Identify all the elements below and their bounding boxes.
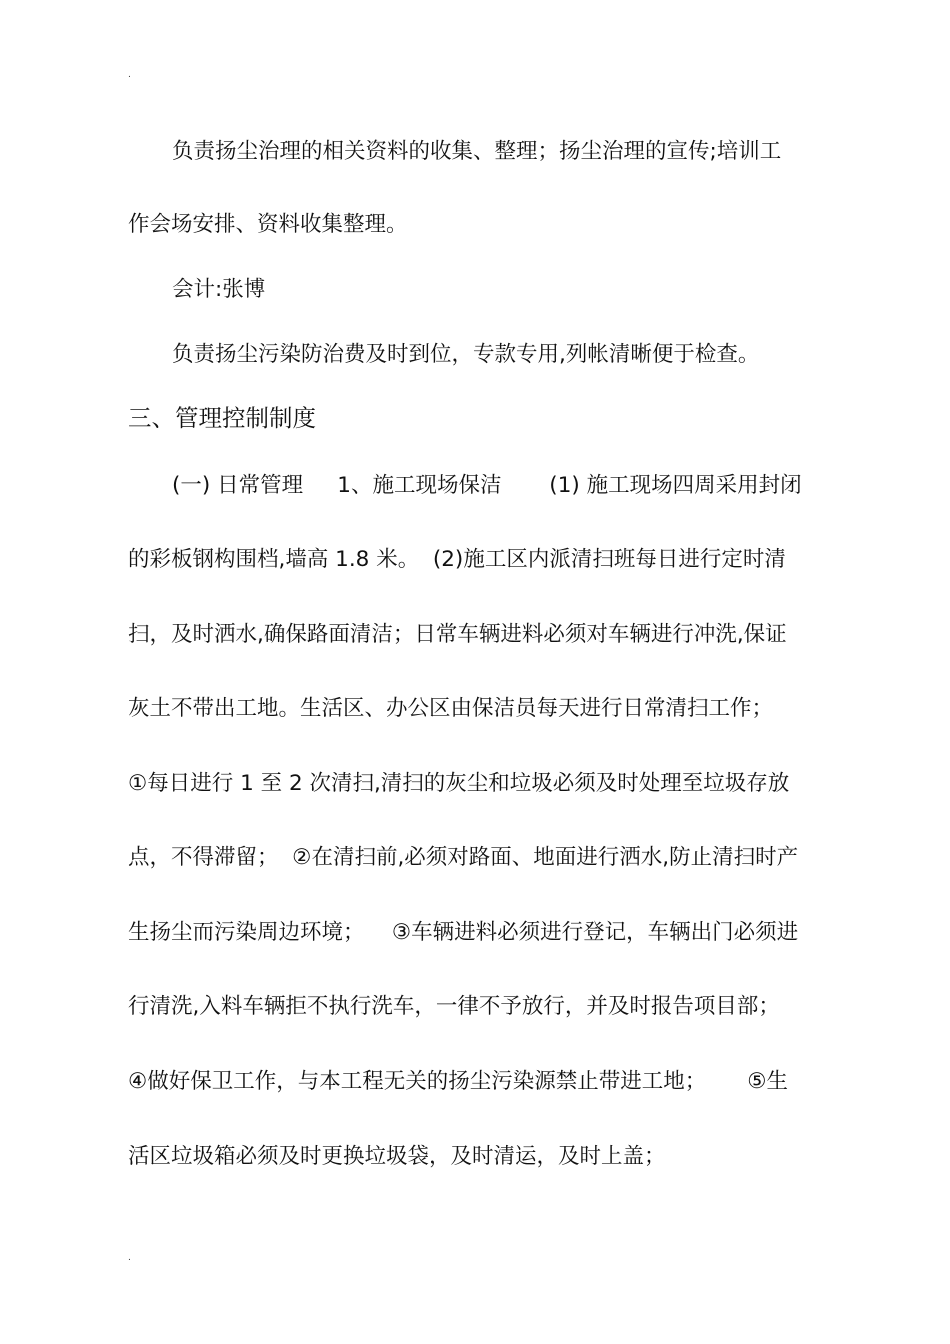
- paragraph-line-5: 的彩板钢构围档,墙高 1.8 米。 (2)施工区内派清扫班每日进行定时清: [128, 547, 786, 572]
- paragraph-line-10: 生扬尘而污染周边环境； ③车辆进料必须进行登记，车辆出门必须进: [128, 920, 799, 945]
- paragraph-line-1: 负责扬尘治理的相关资料的收集、整理；扬尘治理的宣传;培训工: [172, 139, 782, 164]
- accountant-line: 会计:张博: [172, 277, 266, 302]
- paragraph-line-6: 扫，及时洒水,确保路面清洁；日常车辆进料必须对车辆进行冲洗,保证: [128, 622, 787, 647]
- paragraph-line-3: 负责扬尘污染防治费及时到位，专款专用,列帐清晰便于检查。: [172, 342, 760, 367]
- paragraph-line-12: ④做好保卫工作，与本工程无关的扬尘污染源禁止带进工地； ⑤生: [128, 1069, 789, 1094]
- paragraph-line-13: 活区垃圾箱必须及时更换垃圾袋，及时清运，及时上盖；: [128, 1144, 666, 1169]
- paragraph-line-4: (一) 日常管理 1、施工现场保洁 (1) 施工现场四周采用封闭: [172, 473, 802, 498]
- paragraph-line-9: 点，不得滞留； ②在清扫前,必须对路面、地面进行洒水,防止清扫时产: [128, 845, 799, 870]
- section-heading: 三、管理控制制度: [128, 404, 316, 432]
- paragraph-line-8: ①每日进行 1 至 2 次清扫,清扫的灰尘和垃圾必须及时处理至垃圾存放: [128, 771, 790, 796]
- paragraph-line-11: 行清洗,入料车辆拒不执行洗车，一律不予放行，并及时报告项目部；: [128, 994, 780, 1019]
- paragraph-line-2: 作会场安排、资料收集整理。: [128, 212, 408, 237]
- paragraph-line-7: 灰土不带出工地。生活区、办公区由保洁员每天进行日常清扫工作；: [128, 696, 774, 721]
- page-marker-top: .: [128, 70, 131, 80]
- page-marker-bottom: .: [128, 1253, 131, 1263]
